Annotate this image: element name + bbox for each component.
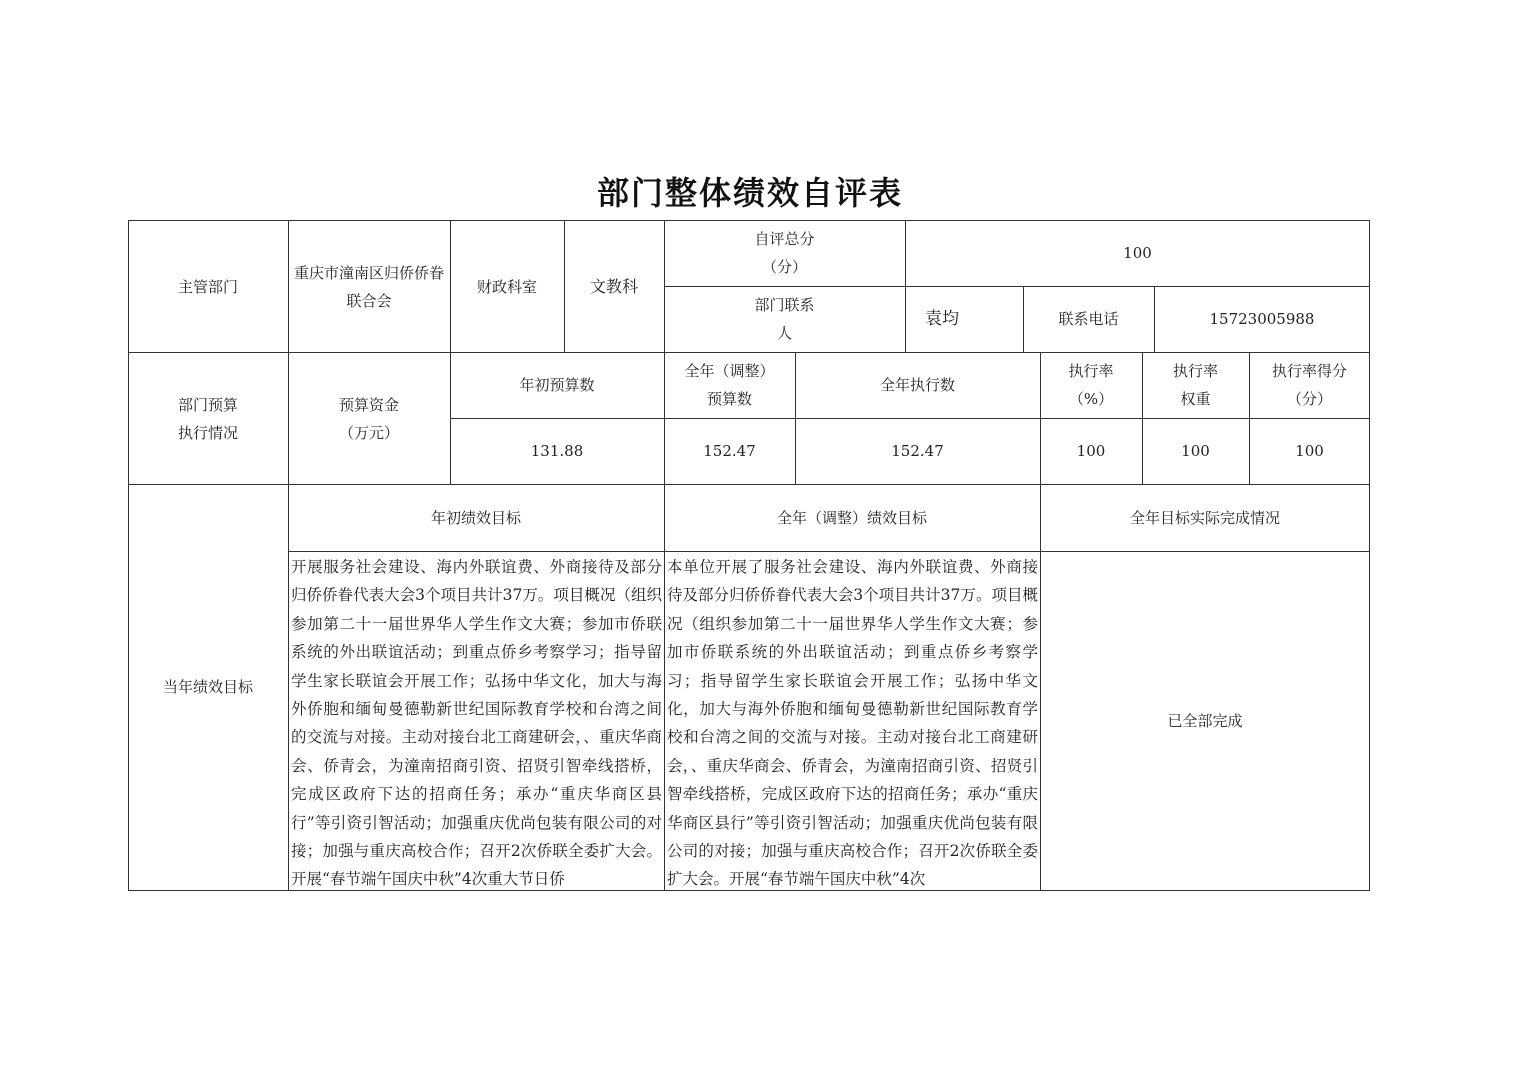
- phone-value: 15723005988: [1209, 310, 1315, 328]
- value-exec-score: 100: [1295, 442, 1324, 460]
- initial-goals-text: 开展服务社会建设、海内外联谊费、外商接待及部分归侨侨眷代表大会3个项目共计37万。项目概况（组织参加第二十一届世界华人学生作文大赛；参加市侨联系统的外出联谊活动；到重点侨乡考察学习；指导留学生家长联谊会开展工作；弘扬中华文化，加大与海外侨胞和缅甸曼德勒新世纪国际教育学校和台湾之间的交流与对接。主动对接台北工商建研会，、重庆华商会、侨青会，为潼南招商引资、招贤引智牵线搭桥，完成区政府下达的招商任务；承办“重庆华商区县行”等引资引智活动；加强重庆优尚包装有限公司的对接；加强与重庆高校合作；召开2次侨联全委扩大会。开展“春节端午国庆中秋”4次重大节日侨: [291, 558, 662, 889]
- finance-office-label: 财政科室: [476, 277, 537, 296]
- col-executed: 全年执行数: [879, 376, 955, 394]
- section-value: 文教科: [589, 276, 638, 296]
- score-label: 自评总分（分）: [754, 230, 815, 276]
- value-initial-budget: 131.88: [530, 442, 584, 460]
- col-actual-completion: 全年目标实际完成情况: [1129, 508, 1280, 527]
- col-adjusted-goals: 全年（调整）绩效目标: [776, 508, 927, 527]
- value-executed: 152.47: [891, 442, 944, 460]
- col-exec-score: 执行率得分（分）: [1271, 362, 1347, 408]
- dept-label: 主管部门: [177, 277, 238, 296]
- value-adjusted-budget: 152.47: [703, 442, 756, 460]
- col-adjusted-budget: 全年（调整）预算数: [684, 362, 775, 408]
- col-exec-rate: 执行率（%）: [1068, 362, 1114, 408]
- contact-label: 部门联系人: [754, 296, 815, 342]
- page-title: 部门整体绩效自评表: [596, 174, 903, 212]
- value-exec-rate: 100: [1076, 442, 1106, 460]
- col-initial-budget: 年初预算数: [519, 376, 595, 394]
- col-initial-goals: 年初绩效目标: [430, 508, 521, 527]
- budget-fund-label: 预算资金（万元）: [338, 395, 399, 442]
- budget-row-label: 部门预算执行情况: [177, 395, 238, 442]
- contact-name: 袁均: [925, 309, 959, 329]
- goals-row-label: 当年绩效目标: [162, 678, 253, 696]
- phone-label: 联系电话: [1058, 310, 1119, 328]
- score-value: 100: [1123, 244, 1152, 262]
- actual-completion-text: 已全部完成: [1167, 712, 1243, 730]
- col-exec-weight: 执行率权重: [1172, 362, 1218, 408]
- value-exec-weight: 100: [1181, 442, 1210, 460]
- dept-name: 重庆市潼南区归侨侨眷联合会: [294, 263, 445, 310]
- adjusted-goals-text: 本单位开展了服务社会建设、海内外联谊费、外商接待及部分归侨侨眷代表大会3个项目共计37万。项目概况（组织参加第二十一届世界华人学生作文大赛；参加市侨联系统的外出联谊活动；到重点侨乡考察学习；指导留学生家长联谊会开展工作；弘扬中华文化，加大与海外侨胞和缅甸曼德勒新世纪国际教育学校和台湾之间的交流与对接。主动对接台北工商建研会，、重庆华商会、侨青会，为潼南招商引资、招贤引智牵线搭桥，完成区政府下达的招商任务；承办“重庆华商区县行”等引资引智活动；加强重庆优尚包装有限公司的对接；加强与重庆高校合作；召开2次侨联全委扩大会。开展“春节端午国庆中秋”4次: [667, 558, 1038, 889]
